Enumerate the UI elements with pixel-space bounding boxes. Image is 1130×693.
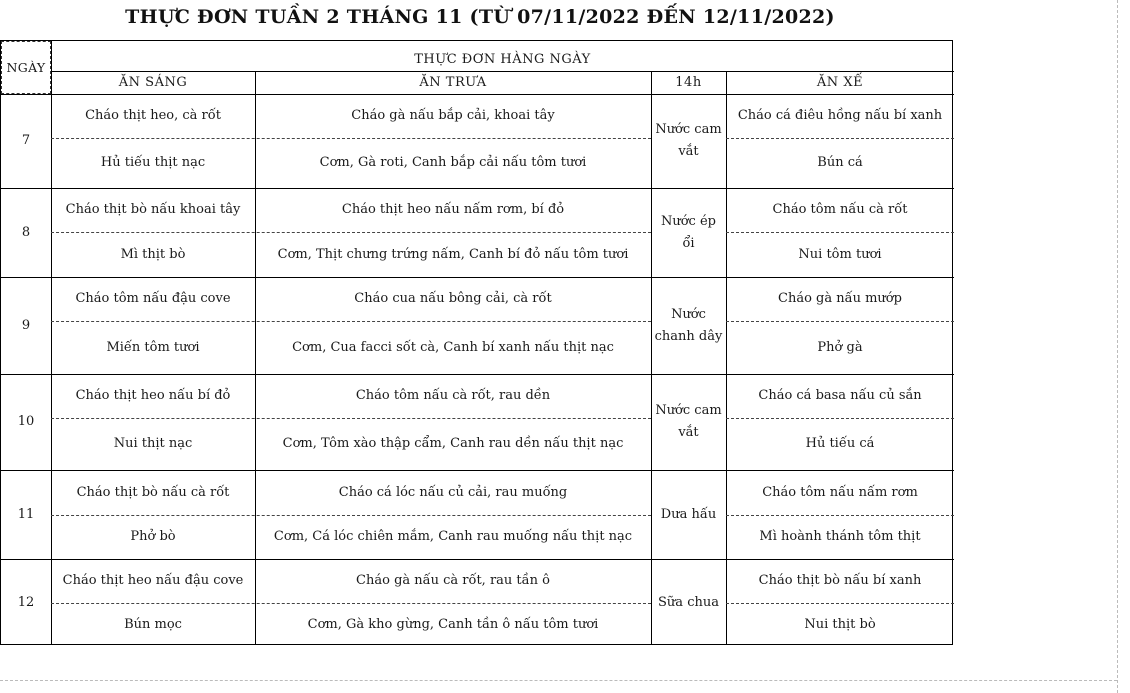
header-lunch: ĂN TRƯA xyxy=(419,74,487,90)
snack-item-main: Bún cá xyxy=(817,155,863,170)
header-breakfast: ĂN SÁNG xyxy=(118,74,188,90)
breakfast-item-porridge: Cháo thịt bò nấu cà rốt xyxy=(76,484,230,500)
afternoon-drink: Nước ép ổi xyxy=(660,213,716,251)
lunch-item-main: Cơm, Cua facci sốt cà, Canh bí xanh nấu thịt nạc xyxy=(292,339,614,355)
lunch-item-main: Cơm, Tôm xào thập cẩm, Canh rau dền nấu thịt nạc xyxy=(282,436,624,451)
breakfast-item-main: Phở bò xyxy=(130,529,176,544)
lunch-item-porridge: Cháo cá lóc nấu củ cải, rau muống xyxy=(338,484,568,500)
breakfast-item-main: Mì thịt bò xyxy=(120,246,186,262)
afternoon-drink: Nước cam vắt xyxy=(655,122,722,159)
snack-item-main: Nui thịt bò xyxy=(804,616,876,632)
day-number: 9 xyxy=(21,317,31,333)
menu-title: THỰC ĐƠN TUẦN 2 THÁNG 11 (TỪ 07/11/2022 ĐẾN 12/11/2022) xyxy=(125,6,835,28)
day-number: 11 xyxy=(17,506,35,522)
day-number: 7 xyxy=(21,133,31,148)
breakfast-item-main: Bún mọc xyxy=(124,616,182,632)
day-number: 8 xyxy=(21,224,31,240)
snack-item-porridge: Cháo thịt bò nấu bí xanh xyxy=(758,573,922,588)
snack-item-porridge: Cháo tôm nấu cà rốt xyxy=(772,202,908,217)
breakfast-item-porridge: Cháo thịt heo, cà rốt xyxy=(85,108,221,123)
lunch-item-porridge: Cháo thịt heo nấu nấm rơm, bí đỏ xyxy=(341,202,565,217)
header-day[interactable]: NGÀY xyxy=(1,41,51,94)
lunch-item-main: Cơm, Gà roti, Canh bắp cải nấu tôm tươi xyxy=(319,155,587,170)
snack-item-porridge: Cháo cá điêu hồng nấu bí xanh xyxy=(737,108,943,123)
lunch-item-main: Cơm, Cá lóc chiên mắm, Canh rau muống nấu thịt nạc xyxy=(273,529,633,544)
lunch-item-porridge: Cháo gà nấu bắp cải, khoai tây xyxy=(351,108,555,123)
snack-item-main: Mì hoành thánh tôm thịt xyxy=(759,529,921,544)
lunch-item-porridge: Cháo tôm nấu cà rốt, rau dền xyxy=(355,388,551,403)
snack-item-main: Phở gà xyxy=(817,339,863,355)
lunch-item-main: Cơm, Thịt chưng trứng nấm, Canh bí đỏ nấu tôm tươi xyxy=(277,246,629,262)
breakfast-item-main: Nui thịt nạc xyxy=(113,436,193,451)
lunch-item-main: Cơm, Gà kho gừng, Canh tần ô nấu tôm tươi xyxy=(307,616,599,632)
afternoon-drink: Nước chanh dây xyxy=(654,306,723,344)
snack-item-porridge: Cháo cá basa nấu củ sắn xyxy=(758,388,922,403)
breakfast-item-porridge: Cháo thịt heo nấu bí đỏ xyxy=(75,388,231,403)
breakfast-item-porridge: Cháo thịt bò nấu khoai tây xyxy=(65,202,241,217)
breakfast-item-main: Hủ tiếu thịt nạc xyxy=(100,155,206,170)
header-afternoon: 14h xyxy=(675,74,702,90)
row-divider xyxy=(51,71,954,72)
afternoon-drink: Sữa chua xyxy=(658,594,719,610)
header-daily-menu: THỰC ĐƠN HÀNG NGÀY xyxy=(414,52,591,67)
page-break-horizontal xyxy=(0,680,1117,681)
snack-item-porridge: Cháo gà nấu mướp xyxy=(778,291,902,306)
breakfast-item-porridge: Cháo tôm nấu đậu cove xyxy=(75,291,231,306)
snack-item-main: Nui tôm tươi xyxy=(798,246,882,262)
page-break-vertical xyxy=(1117,0,1118,693)
afternoon-drink: Nước cam vắt xyxy=(655,403,722,440)
afternoon-drink: Dưa hấu xyxy=(660,506,717,522)
lunch-item-porridge: Cháo gà nấu cà rốt, rau tần ô xyxy=(356,573,550,588)
snack-item-main: Hủ tiếu cá xyxy=(805,436,875,451)
weekly-menu-table xyxy=(0,40,953,645)
header-snack: ĂN XẾ xyxy=(816,74,864,90)
breakfast-item-main: Miến tôm tươi xyxy=(106,339,200,355)
day-number: 10 xyxy=(17,414,35,429)
lunch-item-porridge: Cháo cua nấu bông cải, cà rốt xyxy=(354,291,552,306)
snack-item-porridge: Cháo tôm nấu nấm rơm xyxy=(762,484,918,500)
breakfast-item-porridge: Cháo thịt heo nấu đậu cove xyxy=(62,573,244,588)
day-number: 12 xyxy=(17,594,35,610)
